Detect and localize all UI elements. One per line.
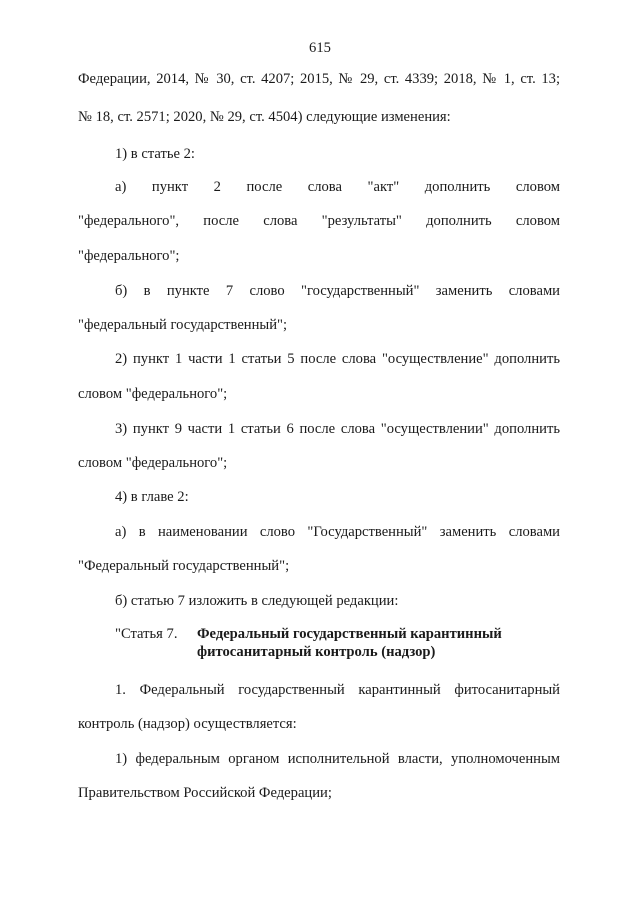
article-number: "Статья 7. xyxy=(115,626,178,642)
text-line: словом "федерального"; xyxy=(78,455,228,471)
text-line: словом "федерального"; xyxy=(78,386,228,402)
text-line: "федерального"; xyxy=(78,248,180,264)
text-line: 1. Федеральный государственный карантинный фитосанитарный xyxy=(115,682,560,698)
text-line: № 18, ст. 2571; 2020, № 29, ст. 4504) следующие изменения: xyxy=(78,109,451,125)
text-line: 2) пункт 1 части 1 статьи 5 после слова "осуществление" дополнить xyxy=(115,351,560,367)
text-line: б) статью 7 изложить в следующей редакции: xyxy=(115,593,399,609)
text-line: "Федеральный государственный"; xyxy=(78,558,290,574)
text-line: а) в наименовании слово "Государственный" заменить словами xyxy=(115,524,560,540)
article-title-line2: фитосанитарный контроль (надзор) xyxy=(197,644,436,660)
text-line: 4) в главе 2: xyxy=(115,489,189,505)
page-number: 615 xyxy=(309,40,331,56)
text-line: 1) федеральным органом исполнительной власти, уполномоченным xyxy=(115,751,560,767)
text-line: 3) пункт 9 части 1 статьи 6 после слова "осуществлении" дополнить xyxy=(115,421,560,437)
text-line: б) в пункте 7 слово "государственный" заменить словами xyxy=(115,283,560,299)
text-line: Федерации, 2014, № 30, ст. 4207; 2015, № 29, ст. 4339; 2018, № 1, ст. 13; xyxy=(78,71,560,87)
text-line: контроль (надзор) осуществляется: xyxy=(78,716,297,732)
text-line: Правительством Российской Федерации; xyxy=(78,785,332,801)
text-line: "федерального", после слова "результаты" дополнить словом xyxy=(78,213,560,229)
text-line: а) пункт 2 после слова "акт" дополнить словом xyxy=(115,179,560,195)
text-line: "федеральный государственный"; xyxy=(78,317,288,333)
article-title-line1: Федеральный государственный карантинный xyxy=(197,626,502,642)
text-line: 1) в статье 2: xyxy=(115,146,195,162)
